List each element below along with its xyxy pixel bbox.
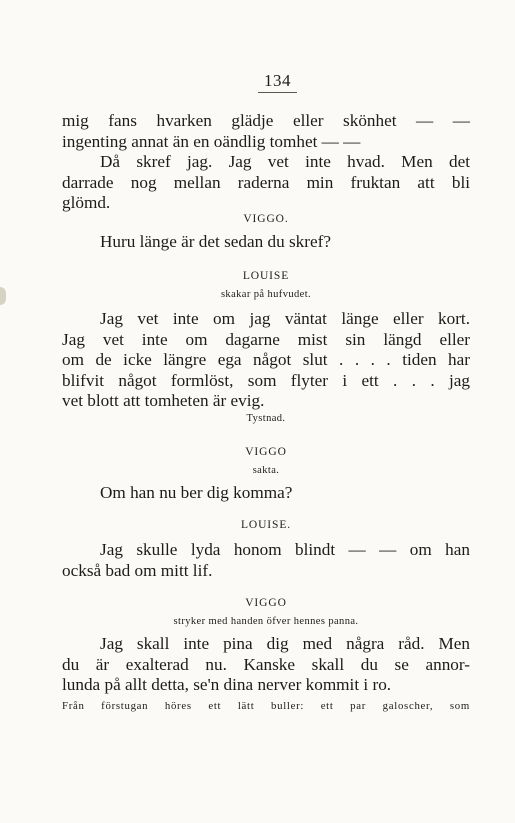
text-line: Huru länge är det sedan du skref?: [100, 232, 331, 251]
paragraph-6: [62, 634, 470, 696]
speaker-viggo: VIGGO: [245, 446, 287, 458]
text-line: Jag skall inte pina dig med några råd. Men: [100, 634, 470, 653]
page-number: [0, 71, 515, 93]
text-line: Då skref jag. Jag vet inte hvad. Men det: [100, 152, 470, 172]
text-line: om de icke längre ega något slut . . . . tiden har: [62, 350, 470, 370]
speaker-viggo: VIGGO.: [243, 213, 289, 225]
text-line: Jag vet inte om dagarne mist sin längd eller: [62, 329, 470, 349]
page-edge-mark: [0, 287, 6, 305]
speaker-viggo: VIGGO: [245, 597, 287, 609]
text-line: mig fans hvarken glädje eller skönhet — —: [62, 111, 470, 130]
paragraph-2: [62, 232, 470, 253]
stage-direction: sakta.: [252, 465, 280, 476]
paragraph-3: [62, 309, 470, 412]
stage-direction: Tystnad.: [246, 413, 286, 424]
stage-direction: skakar på hufvudet.: [220, 289, 312, 300]
text-line: lunda på allt detta, se'n dina nerver kommit i ro.: [62, 675, 392, 695]
text-line: glömd.: [62, 193, 111, 213]
speaker-louise: LOUISE.: [240, 519, 292, 531]
text-line: Jag skulle lyda honom blindt — — om han: [100, 540, 470, 559]
text-line: darrade nog mellan raderna min fruktan att bli: [62, 172, 470, 192]
text-line: Om han nu ber dig komma?: [100, 483, 293, 502]
page-number-text: 134: [258, 71, 297, 93]
stage-direction: stryker med handen öfver hennes panna.: [173, 616, 359, 627]
paragraph-4: [62, 483, 470, 504]
paragraph-1: [62, 111, 470, 214]
paragraph-5: [62, 540, 470, 581]
text-line: Jag vet inte om jag väntat länge eller kort.: [100, 309, 470, 328]
text-line: ingenting annat än en oändlig tomhet — —: [62, 131, 361, 151]
stage-direction-footer: Från förstugan höres ett lätt buller: ett par galoscher, som: [62, 700, 470, 712]
speaker-louise: LOUISE: [242, 270, 290, 282]
text-line: också bad om mitt lif.: [62, 560, 213, 580]
text-line: vet blott att tomheten är evig.: [62, 391, 265, 411]
text-line: blifvit något formlöst, som flyter i ett . . . jag: [62, 370, 470, 390]
text-line: du är exalterad nu. Kanske skall du se annor-: [62, 654, 470, 674]
